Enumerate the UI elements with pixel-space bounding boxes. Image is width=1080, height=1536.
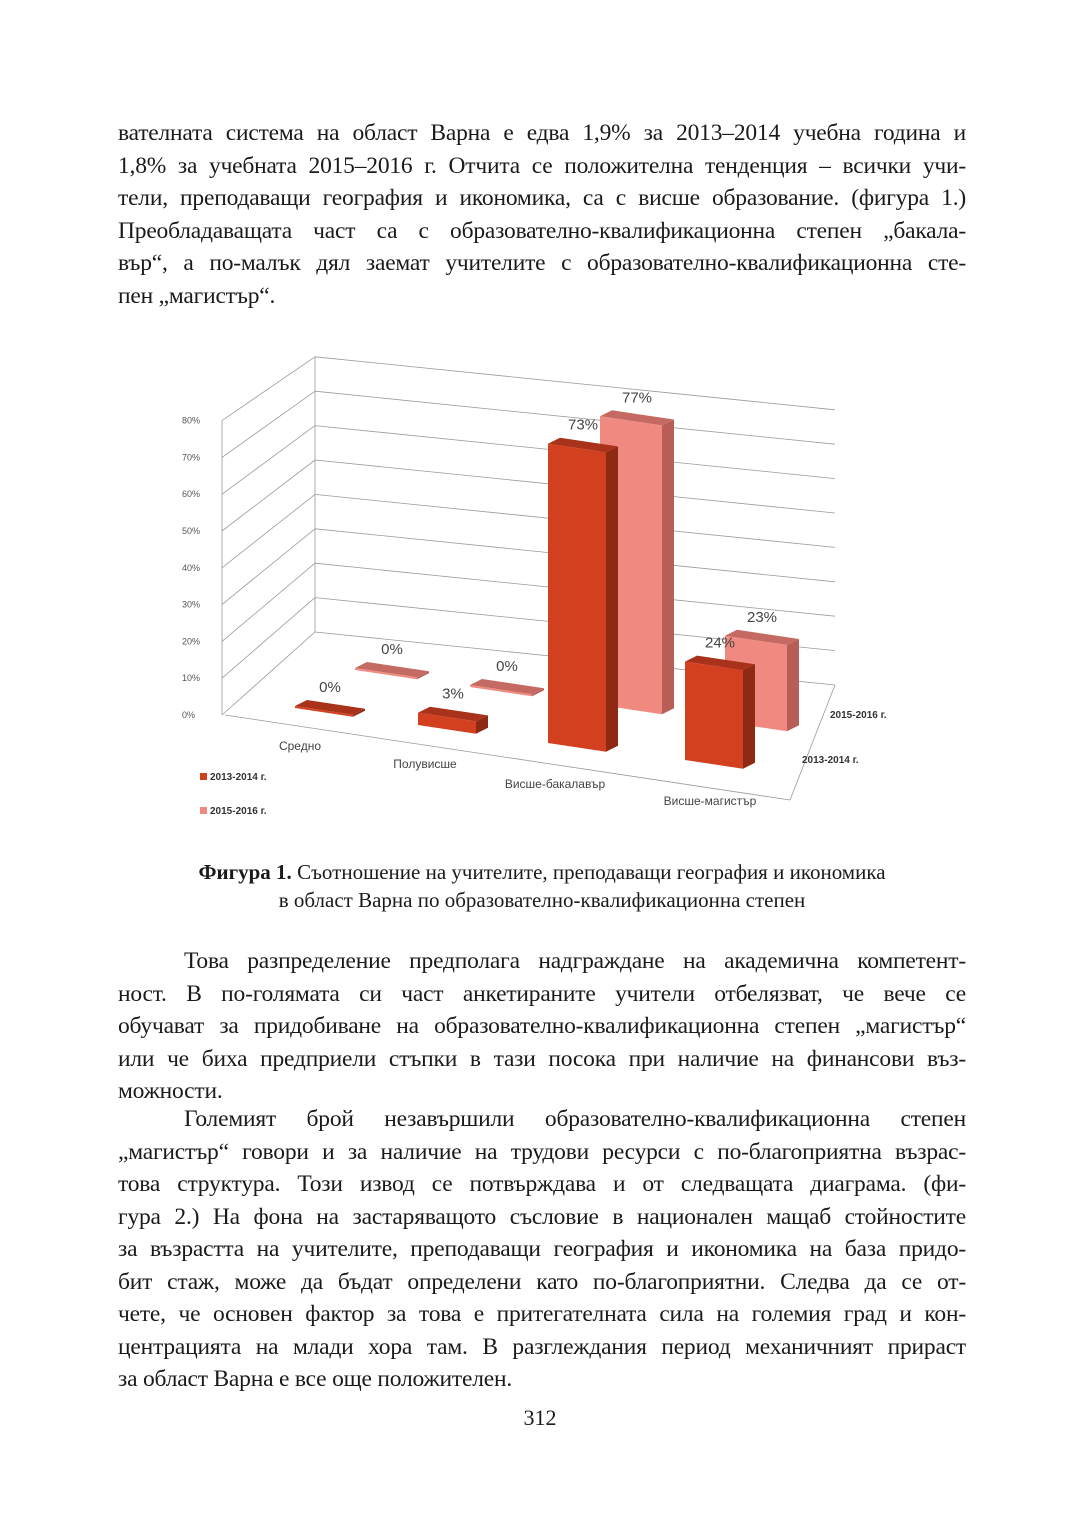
x-category-label: Висше-магистър: [663, 794, 757, 808]
depth-label: 2013-2014 г.: [802, 755, 859, 766]
legend-swatch-2015: [200, 807, 207, 814]
y-tick-label: 10%: [182, 673, 201, 684]
caption-label: Фигура 1.: [198, 860, 292, 884]
data-label: 73%: [567, 416, 599, 434]
y-tick-label: 30%: [182, 599, 201, 610]
text-line: „магистър“ говори и за наличие на трудови ресурси с по-благоприятна възрас-: [118, 1138, 966, 1165]
bar-chart-3d: [180, 345, 900, 835]
text-line: това структура. Този извод се потвърждава и от следващата диаграма. (фи-: [118, 1171, 966, 1197]
text-line: вателната система на област Варна е едва 1,9% за 2013–2014 учебна година и: [118, 120, 966, 146]
y-tick-label: 20%: [182, 636, 201, 647]
legend-label: 2013-2014 г.: [210, 772, 267, 783]
text-line: центрацията на млади хора там. В разглеждания период механичният прираст: [118, 1333, 966, 1360]
text-line: гура 2.) На фона на застаряващото съсловие в национален мащаб стойностите: [118, 1203, 966, 1230]
x-category-label: Висше-бакалавър: [504, 777, 606, 791]
depth-label: 2015-2016 г.: [830, 710, 887, 721]
data-label: 23%: [746, 608, 778, 626]
caption-line-1: Съотношение на учителите, преподаващи география и икономика: [291, 860, 886, 884]
legend-swatch-2013: [200, 773, 207, 780]
y-tick-label: 60%: [182, 489, 201, 500]
y-tick-label: 40%: [182, 562, 201, 573]
y-tick-label: 80%: [182, 415, 201, 426]
text-line: Преобладаващата част са с образователно-квалификационна степен „бакала-: [118, 217, 966, 244]
text-line: Големият брой незавършили образователно-квалификационна степен: [184, 1106, 966, 1132]
text-line: Това разпределение предполага надграждане на академична компетент-: [184, 948, 966, 974]
text-line: чете, че основен фактор за това е притегателната сила на големия град и кон-: [118, 1301, 966, 1327]
y-tick-label: 0%: [182, 710, 196, 720]
caption-line-2: в област Варна по образователно-квалификационна степен: [278, 888, 806, 912]
data-label: 0%: [319, 679, 341, 696]
paragraph-master-degree: [118, 1103, 966, 1396]
text-line: тели, преподаващи география и икономика, са с висше образование. (фигура 1.): [118, 185, 966, 211]
x-category-label: Полувисше: [393, 757, 457, 771]
text-line: обучават за придобиване на образователно-квалификационна степен „магистър“: [118, 1013, 966, 1039]
x-category-label: Средно: [278, 739, 322, 753]
figure-caption: [118, 858, 966, 914]
text-line: бит стаж, може да бъдат определени като по-благоприятни. Следва да се от-: [118, 1268, 966, 1295]
figure-1-chart: [180, 345, 900, 835]
text-line: можности.: [118, 1078, 223, 1104]
paragraph-intro: [118, 117, 966, 312]
page-number: 312: [523, 1405, 557, 1430]
text-line: ност. В по-голямата си част анкетираните учители отбелязват, че вече се: [118, 980, 966, 1007]
data-label: 0%: [381, 641, 403, 658]
y-tick-label: 50%: [182, 526, 201, 536]
text-line: пен „магистър“.: [118, 282, 276, 309]
data-label: 3%: [442, 685, 464, 703]
data-label: 0%: [496, 658, 518, 675]
y-tick-label: 70%: [182, 452, 201, 463]
data-label: 77%: [621, 389, 653, 407]
legend-label: 2015-2016 г.: [210, 806, 267, 817]
text-line: за възрастта на учителите, преподаващи география и икономика на база придо-: [118, 1236, 966, 1262]
text-line: за област Варна е все още положителен.: [118, 1366, 513, 1392]
data-label: 24%: [704, 634, 736, 652]
text-line: 1,8% за учебната 2015–2016 г. Отчита се положителна тенденция – всички учи-: [118, 152, 966, 179]
paragraph-distribution: [118, 945, 966, 1108]
text-line: вър“, а по-малък дял заемат учителите с образователно-квалификационна сте-: [118, 250, 966, 276]
text-line: или че биха предприели стъпки в тази посока при наличие на финансови въз-: [118, 1045, 966, 1072]
